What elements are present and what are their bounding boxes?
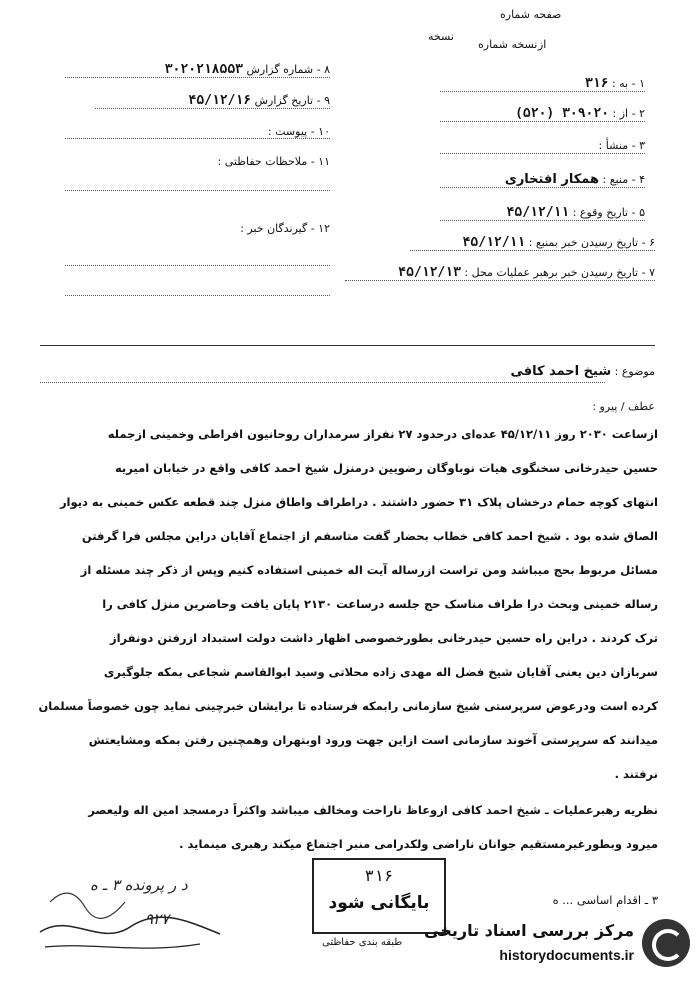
body-line: الصاق شده بود . شیخ احمد کافی خطاب بحضار گفت متاسفم از اجتماع آقایان دراین مجلس فرا گرفتن: [81, 529, 658, 543]
opinion-line: ۳ ـ اقدام اساسی ... ه: [552, 893, 658, 907]
stamp-text: بایگانی شود: [328, 893, 430, 913]
body-line: نرفتند .: [614, 767, 658, 781]
field-value: ۴۵/۱۲/۱۱: [506, 205, 570, 220]
signature-scribble: [30, 872, 300, 962]
dotted-line: [65, 265, 330, 266]
field-label: ۱۰ - پیوست :: [267, 125, 330, 138]
field-value: ۴۵/۱۲/۱۱: [462, 235, 526, 250]
opinion-line: نظریه رهبرعملیات ـ شیخ احمد کافی ازوعاظ ناراحت ومخالف میباشد واکثراً درمسجد امین اله ولیعصر: [88, 803, 658, 817]
subject-row: [300, 364, 655, 379]
field-value: ۴۵/۱۲/۱۳: [398, 265, 461, 280]
field-value: ۳۱۶: [584, 76, 609, 91]
field-to: [440, 76, 645, 92]
field-label: ۱۲ - گیرندگان خبر :: [240, 222, 330, 235]
field-source: [440, 172, 645, 188]
field-label: ۵ - تاریخ وقوع :: [572, 206, 645, 219]
body-line: حسین حیدرخانی سخنگوی هیات نوباوگان رضویین درمنزل شیخ احمد کافی واقع در خیابان امیریه: [114, 461, 658, 475]
field-leader-receipt-date: [345, 265, 655, 281]
watermark-url: historydocuments.ir: [499, 947, 634, 963]
field-label: ۳ - منشأ :: [598, 139, 645, 152]
field-label: ۷ - تاریخ رسیدن خبر برهبر عملیات محل :: [464, 266, 655, 279]
body-line: کرده است ودرعوض سرپرستی شیخ سازمانی رابمکه فرستاده تا برایشان خبرچینی نماید چون خصوصاً مسلمان: [38, 699, 658, 713]
field-security-notes: [65, 155, 330, 168]
field-label: ۱ - به :: [611, 77, 645, 90]
copy-label: نسخه: [428, 30, 454, 43]
field-report-date: [95, 93, 330, 109]
field-label: ۲ - از :: [612, 107, 645, 120]
field-value: ۳۰۹۰۲۰ (۵۲۰): [515, 106, 610, 121]
field-label: ۶ - تاریخ رسیدن خبر بمنبع :: [528, 236, 655, 249]
field-attachment: [65, 125, 330, 139]
field-occurrence-date: [440, 205, 645, 221]
stamp-number: ۳۱۶: [364, 866, 394, 885]
body-line: ترک کردند . دراین راه حسین حیدرخانی بطورخصوصی اظهار داشت دولت استبداد ازرفتن دونفراز: [109, 631, 658, 645]
field-value: ۳۰۲۰۲۱۸۵۵۳: [164, 62, 243, 77]
separator-line: [40, 345, 655, 346]
field-recipients: [65, 222, 330, 235]
field-origin: [440, 138, 645, 154]
field-label: ۹ - تاریخ گزارش: [254, 94, 330, 107]
handwritten-number: ۹۲۷: [145, 910, 170, 928]
reference-label: عطف / پیرو :: [592, 400, 655, 413]
field-report-number: [65, 62, 330, 78]
of-label: از: [538, 38, 547, 51]
field-label: ۸ - شماره گزارش: [246, 63, 330, 76]
body-line: سربازان دین یعنی آقایان شیخ فضل اله مهدی زاده محلاتی وسید ابوالقاسم شجاعی بمکه جلوگیری: [103, 665, 658, 679]
body-line: مسائل مربوط بحج میباشد ومن تراست ازرساله آیت اله خمینی استفاده کنیم وپس از ذکر چند مسئله از: [80, 563, 658, 577]
handwritten-note: د ر پرونده ۳ ـ ه: [90, 876, 188, 894]
field-label: ۱۱ - ملاحظات حفاظتی :: [217, 155, 330, 168]
field-value: همکار افتخاری: [504, 172, 600, 187]
watermark: [420, 915, 690, 977]
field-source-receipt-date: [410, 235, 655, 251]
body-line: رساله خمینی وبحث درا طراف مناسک حج جلسه درساعت ۲۱۳۰ پایان یافت وحاضرین منزل کافی را: [102, 597, 658, 611]
opinion-line: میرود وبطورغیرمستقیم جوانان ناراضی ولکدرامی منبر اجتماع میکند رهبری مینماید .: [179, 837, 658, 851]
field-label: ۴ - منبع :: [602, 173, 645, 186]
dotted-line: [65, 190, 330, 191]
dotted-line: [40, 382, 605, 383]
subject-value: شیخ احمد کافی: [510, 364, 612, 379]
subject-label: موضوع :: [614, 365, 655, 378]
dotted-line: [65, 295, 330, 296]
copy-number-label: نسخه شماره: [478, 38, 538, 51]
archive-logo-icon: [642, 919, 690, 967]
field-value: ۴۵/۱۲/۱۶: [188, 93, 252, 108]
body-line: میدانند که سرپرستی آخوند سازمانی است ازاین جهت ورود اوبتهران وهمچنین رفتن بمکه ومشایعتش: [88, 733, 658, 747]
classification-label: طبقه بندی حفاظتی: [322, 937, 403, 948]
watermark-title: مرکز بررسی اسناد تاریخی: [424, 921, 634, 940]
body-line: انتهای کوچه حمام درخشان پلاک ۳۱ حضور داشتند . دراطراف واطاق منزل چند قطعه عکس خمینی به دیوار: [59, 495, 658, 509]
field-from: [440, 106, 645, 122]
page-number-label: صفحه شماره: [500, 8, 562, 21]
body-line: ازساعت ۲۰۳۰ روز ۴۵/۱۲/۱۱ عده‌ای درحدود ۲۷ نفراز سرمداران روحانیون افراطی وخمینی ازجمله: [107, 427, 658, 441]
